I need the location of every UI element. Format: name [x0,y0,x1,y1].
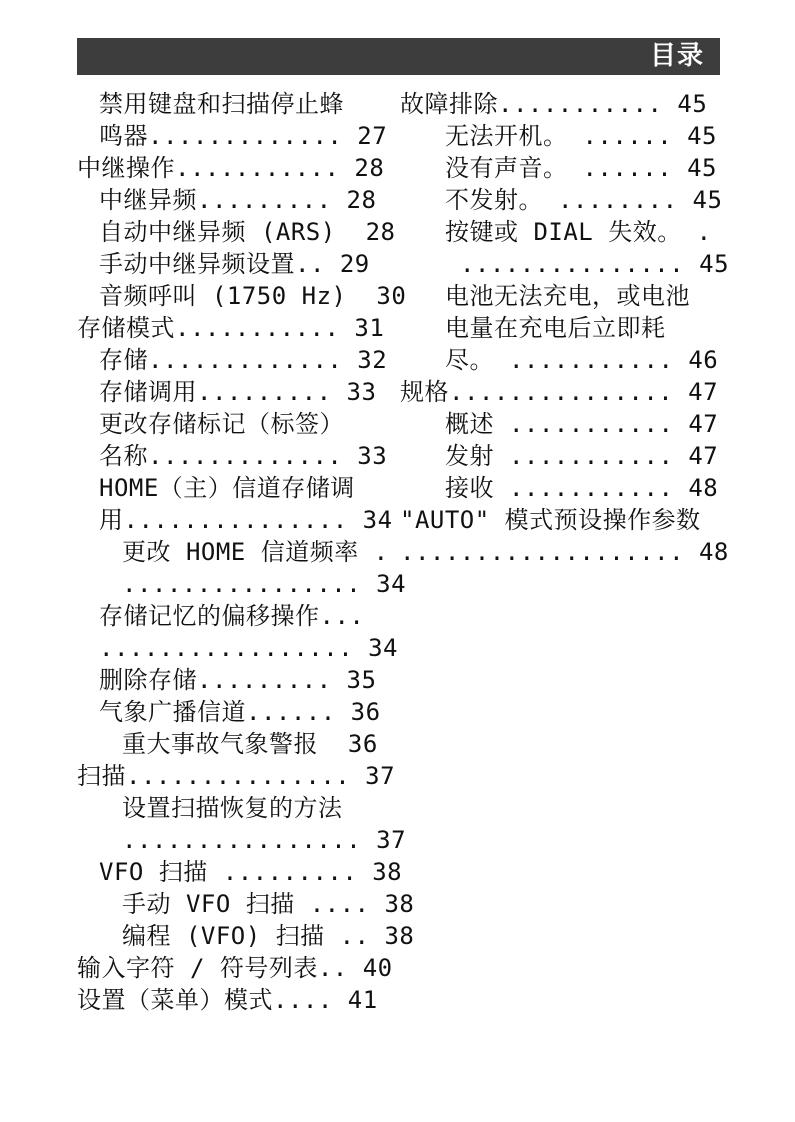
toc-entry[interactable]: ................... 48 [400,538,729,566]
toc-entry[interactable]: 尽。 ........... 46 [445,346,719,374]
toc-entry[interactable]: 输入字符 / 符号列表.. 40 [77,954,393,982]
toc-entry[interactable]: 重大事故气象警报 36 [122,730,378,758]
toc-entry[interactable]: 电池无法充电，或电池 [445,282,690,310]
toc-entry[interactable]: ................ 34 [122,570,407,598]
toc-entry[interactable]: 设置扫描恢复的方法 [122,794,343,822]
toc-entry[interactable]: 更改 HOME 信道频率 . [122,538,389,566]
toc-entry[interactable]: 用............... 34 [99,506,393,534]
toc-entry[interactable]: 按键或 DIAL 失效。 . [445,218,712,246]
toc-entry[interactable]: 鸣器............. 27 [99,122,388,150]
toc-entry[interactable]: 无法开机。 ...... 45 [445,122,717,150]
toc-entry[interactable]: 自动中继异频 (ARS) 28 [99,218,396,246]
toc-entry[interactable]: 发射 ........... 47 [445,442,719,470]
toc-entry[interactable]: 删除存储......... 35 [99,666,377,694]
toc-entry[interactable]: ................. 34 [99,634,398,662]
toc-entry[interactable]: HOME（主）信道存储调 [99,474,355,502]
toc-entry[interactable]: 概述 ........... 47 [445,410,719,438]
header-bar [77,38,720,75]
toc-entry[interactable]: 接收 ........... 48 [445,474,719,502]
toc-entry[interactable]: 规格............... 47 [400,378,719,406]
toc-entry[interactable]: 编程 (VFO) 扫描 .. 38 [122,922,415,950]
toc-entry[interactable]: 扫描............... 37 [77,762,396,790]
toc-entry[interactable]: 存储............. 32 [99,346,388,374]
toc-entry[interactable]: 存储调用......... 33 [99,378,377,406]
toc-entry[interactable]: 音频呼叫 (1750 Hz) 30 [99,282,407,310]
toc-entry[interactable]: 气象广播信道...... 36 [99,698,381,726]
toc-entry[interactable]: 存储记忆的偏移操作... [99,602,365,630]
toc-entry[interactable]: VFO 扫描 ......... 38 [99,858,403,886]
toc-entry[interactable]: 不发射。 ........ 45 [445,186,723,214]
toc-entry[interactable]: 名称............. 33 [99,442,388,470]
toc-entry[interactable]: 手动中继异频设置.. 29 [99,250,370,278]
toc-entry[interactable]: 设置（菜单）模式.... 41 [77,986,378,1014]
toc-entry[interactable]: 禁用键盘和扫描停止蜂 [99,90,344,118]
toc-entry[interactable]: 手动 VFO 扫描 .... 38 [122,890,415,918]
toc-entry[interactable]: 没有声音。 ...... 45 [445,154,717,182]
toc-entry[interactable]: 中继异频......... 28 [99,186,377,214]
toc-entry[interactable]: 故障排除........... 45 [400,90,708,118]
page-title: 目录 [649,41,704,71]
toc-entry[interactable]: 中继操作........... 28 [77,154,385,182]
toc-entry[interactable]: "AUTO" 模式预设操作参数 [400,506,701,534]
toc-entry[interactable]: ................ 37 [122,826,407,854]
toc-entry[interactable]: ............... 45 [445,250,730,278]
toc-entry[interactable]: 更改存储标记（标签） [99,410,344,438]
toc-entry[interactable]: 存储模式........... 31 [77,314,385,342]
toc-entry[interactable]: 电量在充电后立即耗 [445,314,666,342]
